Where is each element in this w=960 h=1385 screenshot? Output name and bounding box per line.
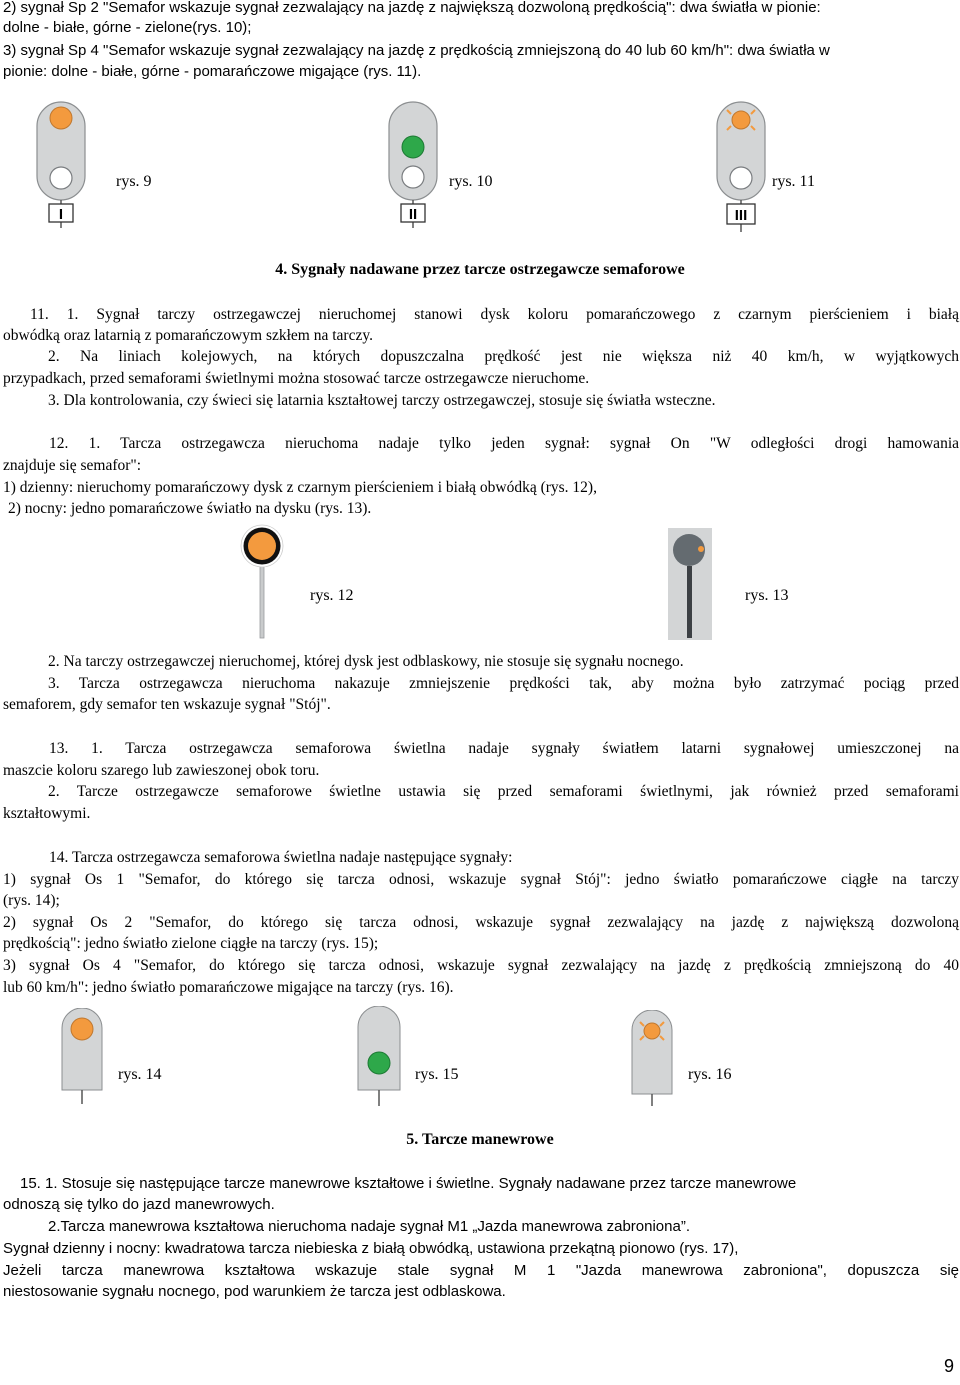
list-item: lub 60 km/h": jedno światło pomarańczowe migające na tarczy (rys. 16).: [3, 979, 454, 996]
list-item: 2) sygnał Os 2 "Semafor, do którego się tarcza odnosi, wskazuje sygnał zezwalający na jazdę z największą dozwoloną: [3, 914, 959, 931]
figure-caption: rys. 14: [118, 1066, 162, 1083]
figure-caption: rys. 15: [415, 1066, 459, 1083]
list-item: 1) sygnał Os 1 "Semafor, do którego się tarcza odnosi, wskazuje sygnał Stój": jedno światło pomarańczowe ciągłe na tarczy: [3, 871, 959, 888]
figure-caption: rys. 13: [745, 587, 789, 604]
paragraph-line: 13. 1. Tarcza ostrzegawcza semaforowa świetlna nadaje sygnały światłem latarni sygnałowej umieszczonej na: [49, 740, 959, 757]
paragraph-line: Jeżeli tarcza manewrowa kształtowa wskazuje stale sygnał M 1 "Jazda manewrowa zabroniona", dopuszcza się: [3, 1262, 959, 1279]
paragraph-line: obwódką oraz latarnią z pomarańczowym szkłem na tarczy.: [3, 327, 373, 344]
paragraph-line: Sygnał dzienny i nocny: kwadratowa tarcza niebieska z białą obwódką, ustawiona przekątną pionowo (rys. 17),: [3, 1240, 739, 1257]
warning-disc-rys13: [668, 528, 714, 642]
figure-caption: rys. 9: [116, 173, 152, 190]
paragraph-line: 12. 1. Tarcza ostrzegawcza nieruchoma nadaje tylko jeden sygnał: sygnał On "W odległości drogi hamowania: [49, 435, 959, 452]
warning-disc-rys12: [236, 522, 288, 640]
paragraph-line: kształtowymi.: [3, 805, 91, 822]
list-item: (rys. 14);: [3, 892, 60, 909]
list-item: 3) sygnał Os 4 "Semafor, do którego się tarcza odnosi, wskazuje sygnał zezwalający na jazdę z prędkością zmniejszoną do 40: [3, 957, 959, 974]
figure-caption: rys. 11: [772, 173, 815, 190]
paragraph-line: 3. Tarcza ostrzegawcza nieruchoma nakazuje zmniejszenie prędkości tak, aby można było zatrzymać pociąg przed: [48, 675, 959, 692]
paragraph-line: przypadkach, przed semaforami świetlnymi można stosować tarcze ostrzegawcze nieruchome.: [3, 370, 590, 387]
section-heading: 5. Tarcze manewrowe: [406, 1131, 554, 1148]
paragraph-line: 11. 1. Sygnał tarczy ostrzegawczej nieruchomej stanowi dysk koloru pomarańczowego z czarnym pierścieniem i białą: [30, 306, 959, 323]
paragraph-line: 2. Na liniach kolejowych, na których dopuszczalna prędkość jest nie większa niż 40 km/h, w wyjątkowych: [48, 348, 959, 365]
plate-label: I: [58, 206, 64, 223]
text-line: pionie: dolne - białe, górne - pomarańczowe migające (rys. 11).: [3, 63, 422, 80]
signal-rys9: [34, 100, 90, 230]
list-item: prędkością": jedno światło zielone ciągłe na tarczy (rys. 15);: [3, 935, 379, 952]
figure-caption: rys. 12: [310, 587, 354, 604]
paragraph-line: 2. Na tarczy ostrzegawczej nieruchomej, której dysk jest odblaskowy, nie stosuje się sygnału nocnego.: [48, 653, 684, 670]
page-number: 9: [944, 1356, 955, 1376]
paragraph-line: znajduje się semafor":: [3, 457, 142, 474]
paragraph-line: 2.Tarcza manewrowa kształtowa nieruchoma nadaje sygnał M1 „Jazda manewrowa zabroniona”.: [48, 1218, 690, 1235]
signal-rys11: [712, 100, 768, 234]
list-item: 2) nocny: jedno pomarańczowe światło na dysku (rys. 13).: [8, 500, 372, 517]
paragraph-line: 2. Tarcze ostrzegawcze semaforowe świetlne ustawia się przed semaforami świetlnymi, jak również przed semaforami: [48, 783, 959, 800]
paragraph-line: 15. 1. Stosuje się następujące tarcze manewrowe kształtowe i świetlne. Sygnały nadawane przez tarcze manewrowe: [20, 1175, 797, 1192]
warning-signal-rys16: [630, 1010, 676, 1108]
text-line: dolne - białe, górne - zielone(rys. 10);: [3, 19, 252, 36]
paragraph-line: 14. Tarcza ostrzegawcza semaforowa świetlna nadaje następujące sygnały:: [49, 849, 513, 866]
text-line: 2) sygnał Sp 2 "Semafor wskazuje sygnał zezwalający na jazdę z największą dozwoloną prędkością": dwa światła w pionie:: [3, 0, 821, 16]
plate-label: III: [734, 207, 748, 224]
list-item: 1) dzienny: nieruchomy pomarańczowy dysk z czarnym pierścieniem i białą obwódką (rys. 12),: [3, 479, 597, 496]
section-heading: 4. Sygnały nadawane przez tarcze ostrzegawcze semaforowe: [275, 261, 685, 278]
figure-caption: rys. 10: [449, 173, 493, 190]
text-line: 3) sygnał Sp 4 "Semafor wskazuje sygnał zezwalający na jazdę z prędkością zmniejszoną do 40 lub 60 km/h": dwa światła w: [3, 42, 830, 59]
warning-signal-rys14: [61, 1008, 103, 1106]
paragraph-line: odnoszą się tylko do jazd manewrowych.: [3, 1196, 275, 1213]
paragraph-line: semaforem, gdy semafor ten wskazuje sygnał "Stój".: [3, 696, 331, 713]
warning-signal-rys15: [357, 1006, 401, 1108]
figure-caption: rys. 16: [688, 1066, 732, 1083]
paragraph-line: niestosowanie sygnału nocnego, pod warunkiem że tarcza jest odblaskowa.: [3, 1283, 506, 1300]
signal-rys10: [386, 100, 442, 230]
plate-label: II: [408, 206, 418, 223]
paragraph-line: maszcie koloru szarego lub zawieszonej obok toru.: [3, 762, 320, 779]
paragraph-line: 3. Dla kontrolowania, czy świeci się latarnia kształtowej tarczy ostrzegawczej, stosuje się światła wsteczne.: [48, 392, 716, 409]
